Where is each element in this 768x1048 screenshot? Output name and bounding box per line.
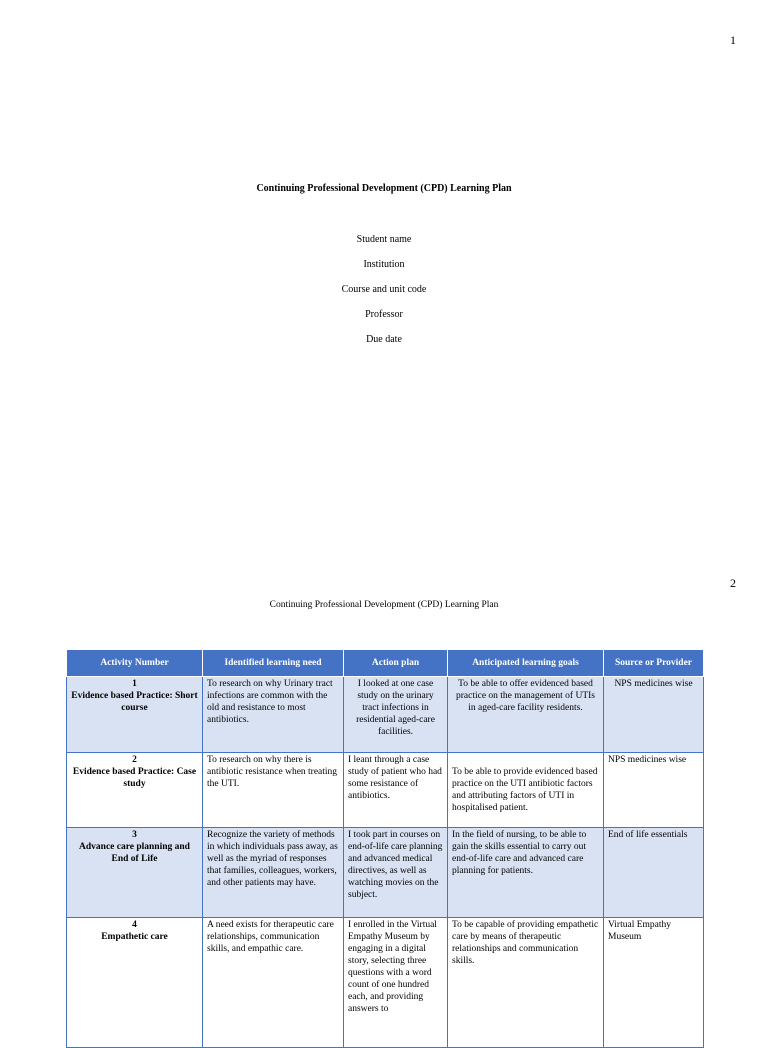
source-cell: End of life essentials xyxy=(604,828,704,918)
plan-title: Continuing Professional Development (CPD) Learning Plan xyxy=(269,600,499,610)
learning-goals-cell: To be able to provide evidenced based practice on the UTI antibiotic factors and attributing factors of UTI in hospitalised patient. xyxy=(448,753,604,828)
page-number-2: 2 xyxy=(730,576,736,590)
professor-line: Professor xyxy=(365,309,403,320)
activity-cell xyxy=(67,677,203,753)
activity-title: Evidence based Practice: Short course xyxy=(71,691,198,713)
source-cell: Virtual Empathy Museum xyxy=(604,918,704,1048)
activity-title: Empathetic care xyxy=(101,932,168,942)
learning-goals-cell: In the field of nursing, to be able to gain the skills essential to carry out end-of-life care and advanced care planning for patients. xyxy=(448,828,604,918)
activity-cell xyxy=(67,918,203,1048)
student-name-line: Student name xyxy=(356,234,412,245)
header-action-plan: Action plan xyxy=(344,650,448,677)
learning-goals-cell: To be able to offer evidenced based practice on the management of UTIs in aged-care facility residents. xyxy=(448,677,604,753)
activity-number: 3 xyxy=(132,830,137,840)
action-plan-cell: I looked at one case study on the urinary tract infections in residential aged-care facilities. xyxy=(344,677,448,753)
page-number-1: 1 xyxy=(730,33,736,47)
table-row xyxy=(67,753,704,828)
activity-number: 1 xyxy=(132,679,137,689)
course-code-line: Course and unit code xyxy=(341,284,427,295)
action-plan-cell: I leant through a case study of patient who had some resistance of antibiotics. xyxy=(344,753,448,828)
header-source-provider: Source or Provider xyxy=(604,650,704,677)
activity-title: Advance care planning and End of Life xyxy=(79,842,190,864)
title-info-block xyxy=(0,233,768,358)
cpd-plan-table xyxy=(66,649,704,1048)
activity-title: Evidence based Practice: Case study xyxy=(72,767,197,789)
header-learning-goals: Anticipated learning goals xyxy=(448,650,604,677)
table-header-row xyxy=(67,650,704,677)
table-row xyxy=(67,828,704,918)
action-plan-cell: I took part in courses on end-of-life care planning and advanced medical directives, as well as watching movies on the subject. xyxy=(344,828,448,918)
table-row xyxy=(67,677,704,753)
learning-need-cell: To research on why Urinary tract infections are common with the old and resistance to most antibiotics. xyxy=(203,677,344,753)
table-row xyxy=(67,918,704,1048)
learning-need-cell: To research on why there is antibiotic resistance when treating the UTI. xyxy=(203,753,344,828)
document-title: Continuing Professional Development (CPD) Learning Plan xyxy=(256,183,512,194)
activity-cell xyxy=(67,753,203,828)
activity-number: 2 xyxy=(132,755,137,765)
source-cell: NPS medicines wise xyxy=(604,753,704,828)
learning-need-cell: A need exists for therapeutic care relationships, communication skills, and empathic care. xyxy=(203,918,344,1048)
action-plan-cell: I enrolled in the Virtual Empathy Museum by engaging in a digital story, selecting three questions with a word count of one hundred each, and providing answers to xyxy=(344,918,448,1048)
learning-need-cell: Recognize the variety of methods in which individuals pass away, as well as the myriad of responses that families, colleagues, workers, and other patients may have. xyxy=(203,828,344,918)
learning-goals-cell: To be capable of providing empathetic care by means of therapeutic relationships and communication skills. xyxy=(448,918,604,1048)
activity-number: 4 xyxy=(132,920,137,930)
institution-line: Institution xyxy=(363,259,405,270)
due-date-line: Due date xyxy=(366,334,402,345)
source-cell: NPS medicines wise xyxy=(604,677,704,753)
header-learning-need: Identified learning need xyxy=(203,650,344,677)
activity-cell xyxy=(67,828,203,918)
header-activity-number: Activity Number xyxy=(67,650,203,677)
